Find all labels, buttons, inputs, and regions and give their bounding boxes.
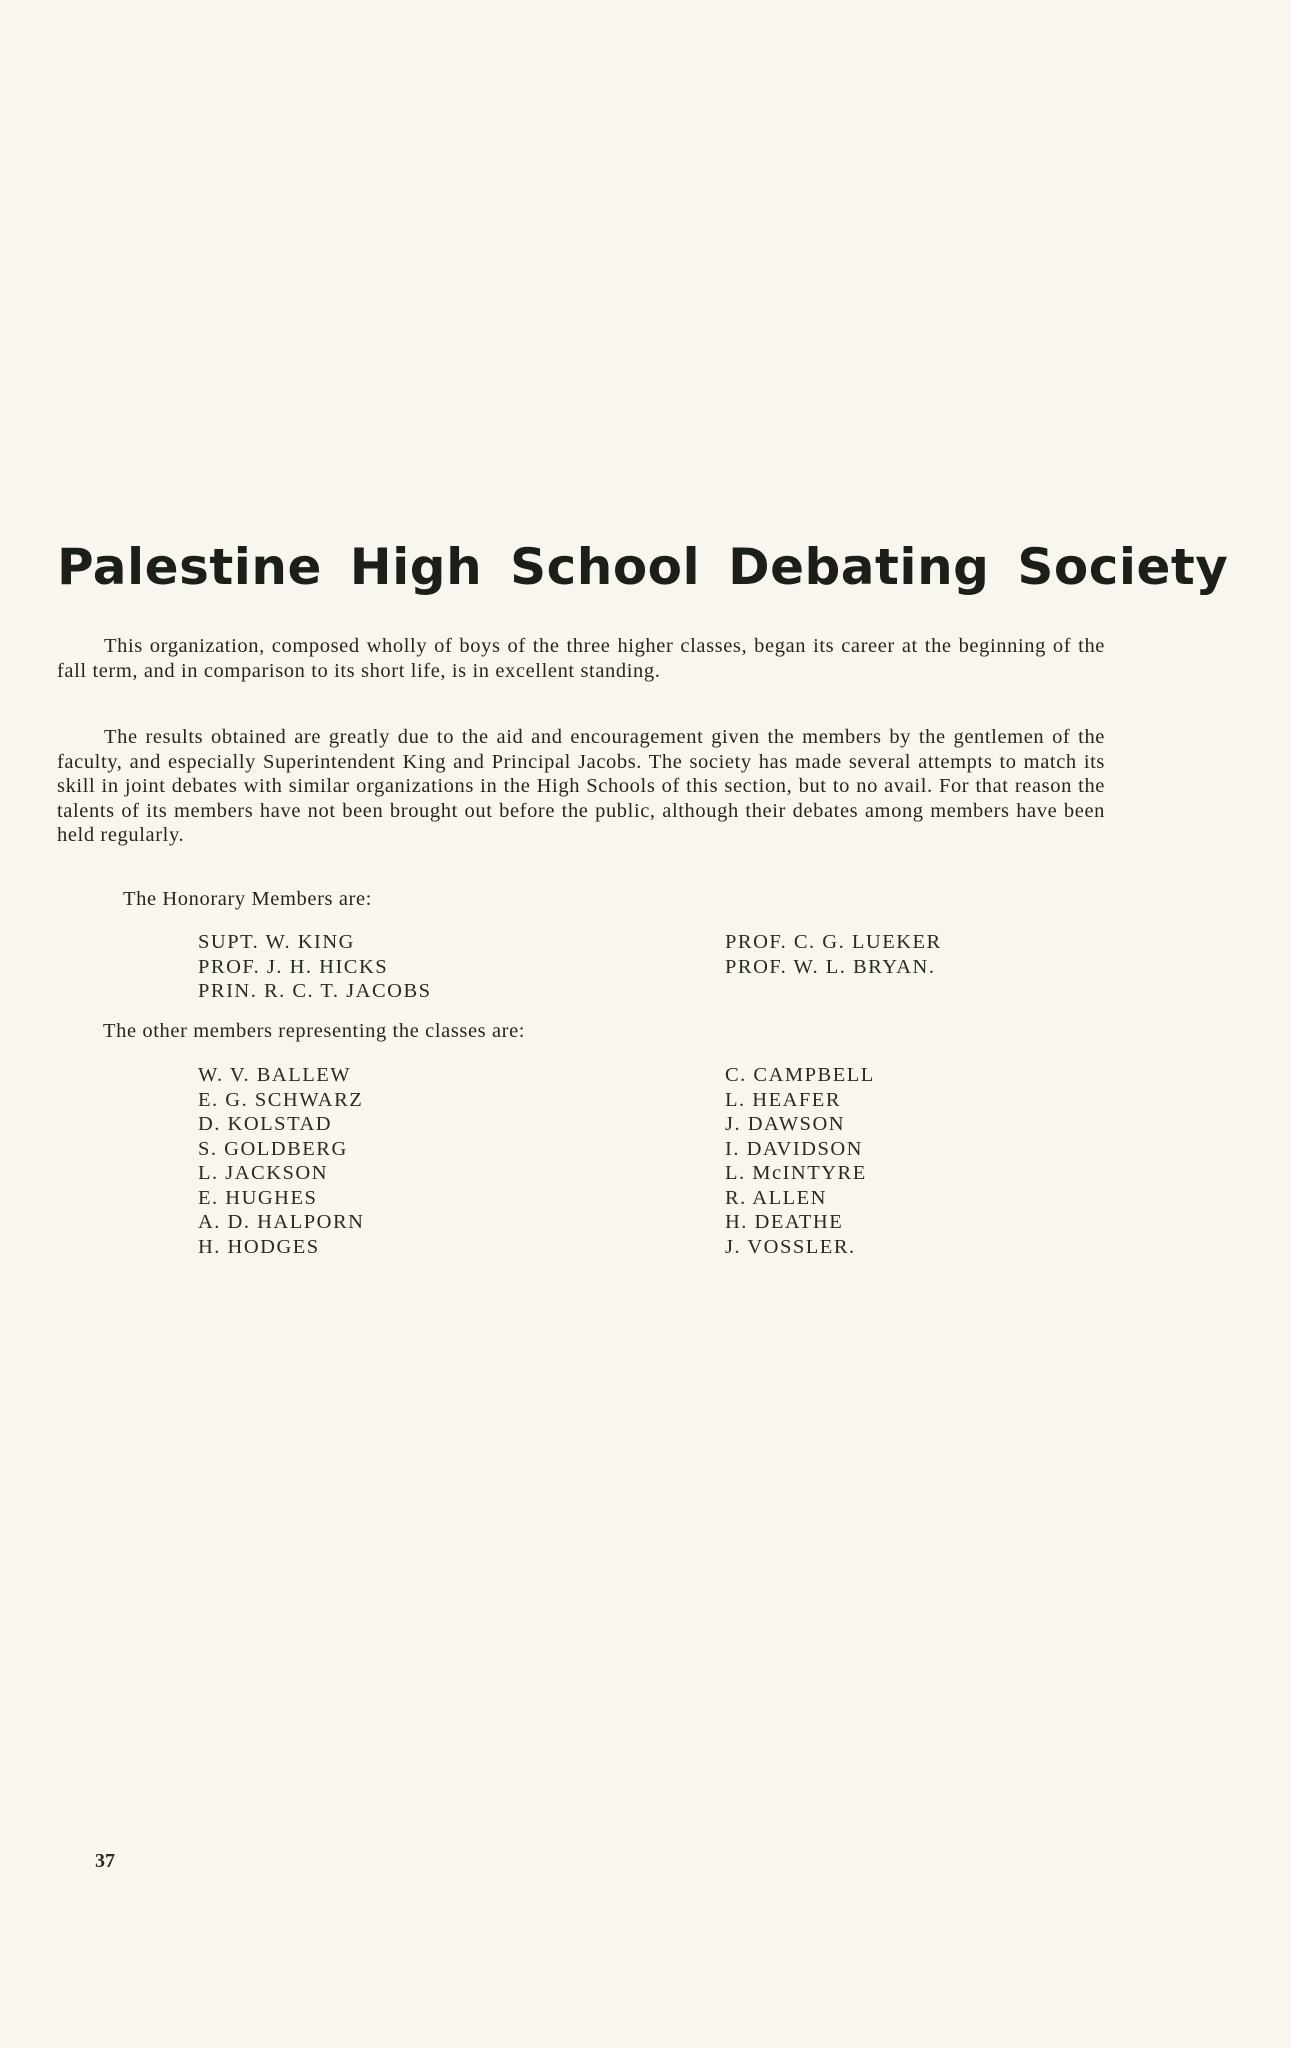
member-name: J. DAWSON bbox=[725, 1113, 846, 1135]
member-name: L. JACKSON bbox=[198, 1162, 329, 1184]
page-title: Palestine High School Debating Society bbox=[57, 538, 1229, 596]
honorary-members-left-list bbox=[198, 930, 432, 1004]
page-number: 37 bbox=[95, 1850, 115, 1872]
member-name: PROF. J. H. HICKS bbox=[198, 955, 389, 978]
member-name: C. CAMPBELL bbox=[725, 1064, 875, 1086]
member-name: L. McINTYRE bbox=[725, 1162, 867, 1184]
member-name: E. HUGHES bbox=[198, 1186, 318, 1209]
intro-paragraph: This organization, composed wholly of boys of the three higher classes, began its career at the beginning of the fall term, and in comparison to its short life, is in excellent standing. bbox=[57, 635, 1105, 682]
other-members-left-list bbox=[198, 1063, 364, 1259]
member-name: W. V. BALLEW bbox=[198, 1064, 352, 1086]
other-members-right-list bbox=[725, 1063, 875, 1259]
member-name: PROF. C. G. LUEKER bbox=[725, 931, 942, 953]
member-name: H. HODGES bbox=[198, 1235, 320, 1258]
member-name: E. G. SCHWARZ bbox=[198, 1088, 364, 1111]
member-name: S. GOLDBERG bbox=[198, 1137, 348, 1160]
member-name: PRIN. R. C. T. JACOBS bbox=[198, 980, 432, 1002]
results-paragraph: The results obtained are greatly due to the aid and encouragement given the members by the gentlemen of the faculty, and especially Superintendent King and Principal Jacobs. The society has made several attempts to match its skill in joint debates with similar organizations in the High Schools of this section, but to no avail. For that reason the talents of its members have not been brought out before the public, although their debates among members have been held regularly. bbox=[57, 726, 1105, 846]
member-name: A. D. HALPORN bbox=[198, 1211, 365, 1233]
honorary-members-heading: The Honorary Members are: bbox=[123, 888, 372, 910]
member-name: J. VOSSLER. bbox=[725, 1235, 856, 1258]
honorary-members-right-list bbox=[725, 930, 942, 979]
member-name: H. DEATHE bbox=[725, 1211, 844, 1233]
member-name: L. HEAFER bbox=[725, 1088, 841, 1111]
other-members-heading: The other members representing the classes are: bbox=[103, 1020, 526, 1042]
member-name: R. ALLEN bbox=[725, 1186, 827, 1209]
member-name: I. DAVIDSON bbox=[725, 1137, 863, 1160]
member-name: PROF. W. L. BRYAN. bbox=[725, 955, 936, 978]
member-name: SUPT. W. KING bbox=[198, 931, 355, 953]
member-name: D. KOLSTAD bbox=[198, 1113, 333, 1135]
